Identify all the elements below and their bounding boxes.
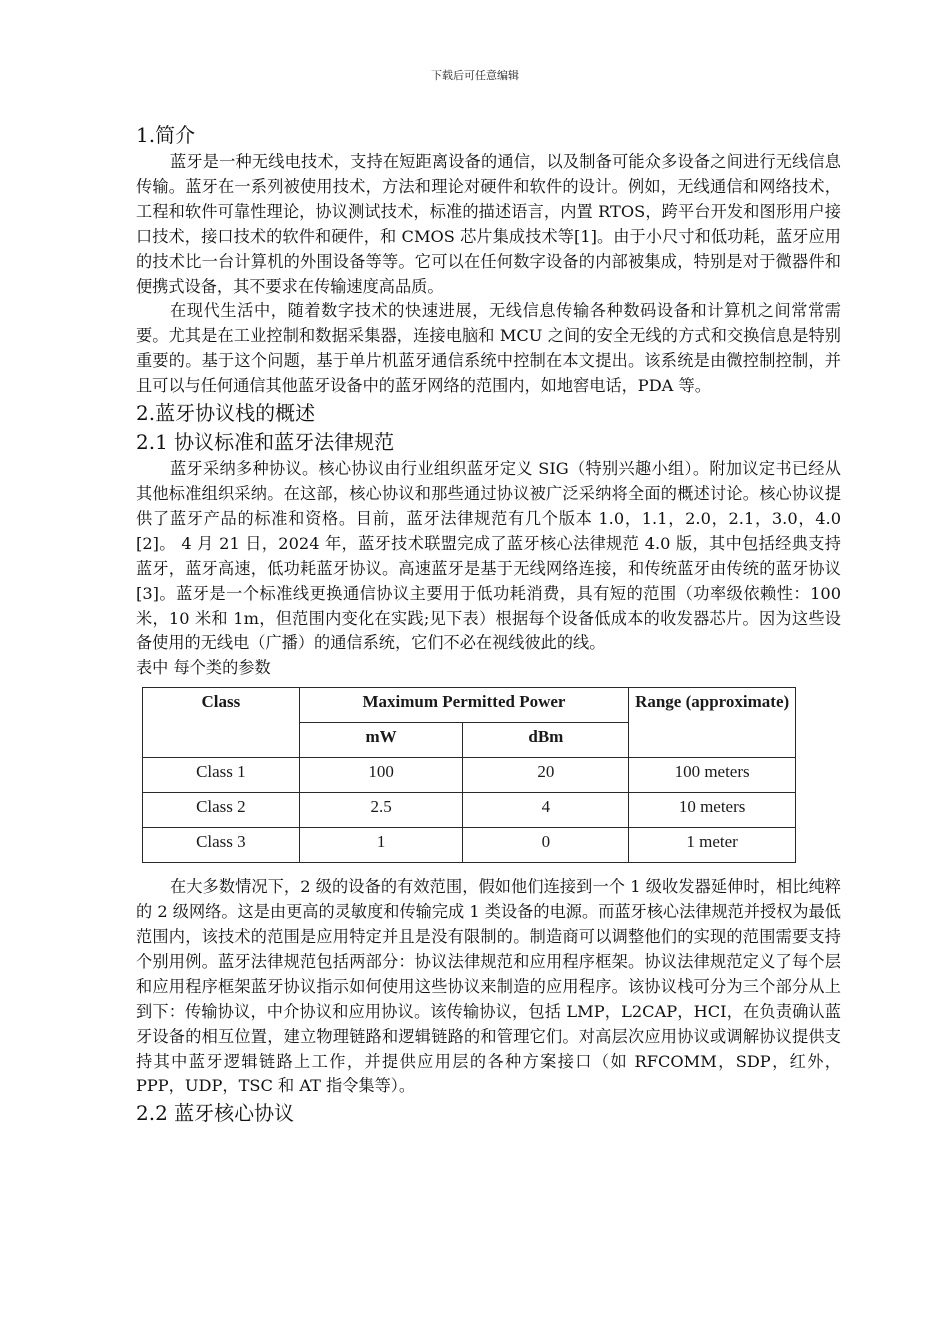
cell-class: Class 1 — [143, 758, 300, 793]
header-range: Range (approximate) — [629, 688, 796, 758]
cell-dbm: 0 — [463, 828, 629, 863]
table-header-row — [143, 688, 796, 723]
cell-mw: 2.5 — [299, 793, 463, 828]
cell-range: 1 meter — [629, 828, 796, 863]
cell-range: 10 meters — [629, 793, 796, 828]
class-parameters-table-wrapper — [142, 687, 796, 863]
document-body — [136, 121, 841, 1128]
section-1-title: 1.简介 — [136, 123, 196, 147]
class-parameters-table — [142, 687, 796, 863]
cell-mw: 1 — [299, 828, 463, 863]
section-2-2-title: 2.2 蓝牙核心协议 — [136, 1101, 295, 1126]
section-2-1-paragraph-1: 蓝牙采纳多种协议。核心协议由行业组织蓝牙定义 SIG（特别兴趣小组）。附加议定书已经从其他标准组织采纳。在这部，核心协议和那些通过协议被广泛采纳将全面的概述讨论。核心协议提供了蓝牙产品的标准和资格。目前，蓝牙法律规范有几个版本 1.0，1.1，2.0，2.1，3.0，4.0 [2]。 4 月 21 日，2024 年，蓝牙技术联盟完成了蓝牙核心法律规范 4.0 版，其中包括经典支持蓝牙，蓝牙高速，低功耗蓝牙协议。高速蓝牙是基于无线网络连接，和传统蓝牙由传统的蓝牙协议[3]。蓝牙是一个标准线更换通信协议主要用于低功耗消费，具有短的范围（功率级依赖性：100 米，10 米和 1m，但范围内变化在实践;见下表）根据每个设备低成本的收发器芯片。因为这些设备使用的无线电（广播）的通信系统，它们不必在视线彼此的线。 — [136, 459, 841, 653]
section-2-title: 2.蓝牙协议栈的概述 — [136, 401, 316, 426]
section-1-paragraph-1: 蓝牙是一种无线电技术，支持在短距离设备的通信，以及制备可能众多设备之间进行无线信息传输。蓝牙在一系列被使用技术，方法和理论对硬件和软件的设计。例如，无线通信和网络技术，工程和软件可靠性理论，协议测试技术，标准的描述语言，内置 RTOS，跨平台开发和图形用户接口技术，接口技术的软件和硬件，和 CMOS 芯片集成技术等[1]。由于小尺寸和低功耗，蓝牙应用的技术比一台计算机的外围设备等等。它可以在任何数字设备的内部被集成，特别是对于微器件和便携式设备，其不要求在传输速度高品质。 — [136, 152, 841, 296]
header-class: Class — [143, 688, 300, 758]
section-2-1-title: 2.1 协议标准和蓝牙法律规范 — [136, 430, 395, 455]
cell-range: 100 meters — [629, 758, 796, 793]
cell-dbm: 20 — [463, 758, 629, 793]
table-row — [143, 793, 796, 828]
header-max-power: Maximum Permitted Power — [299, 688, 629, 723]
header-mw: mW — [299, 723, 463, 758]
table-row — [143, 828, 796, 863]
table-row — [143, 758, 796, 793]
section-2-1-paragraph-2: 在大多数情况下，2 级的设备的有效范围，假如他们连接到一个 1 级收发器延伸时，相比纯粹的 2 级网络。这是由更高的灵敏度和传输完成 1 类设备的电源。而蓝牙核心法律规范并授权为最低范围内，该技术的范围是应用特定并且是没有限制的。制造商可以调整他们的实现的范围需要支持个别用例。蓝牙法律规范包括两部分：协议法律规范和应用程序框架。协议法律规范定义了每个层和应用程序框架蓝牙协议指示如何使用这些协议来制造的应用程序。该协议栈可分为三个部分从上到下：传输协议，中介协议和应用协议。该传输协议，包括 LMP，L2CAP，HCI，在负责确认蓝牙设备的相互位置，建立物理链路和逻辑链路的和管理它们。对高层次应用协议或调解协议提供支持其中蓝牙逻辑链路上工作，并提供应用层的各种方案接口（如 RFCOMM，SDP，红外，PPP，UDP，TSC 和 AT 指令集等）。 — [136, 877, 841, 1096]
section-1-paragraph-2: 在现代生活中，随着数字技术的快速进展，无线信息传输各种数码设备和计算机之间常常需要。尤其是在工业控制和数据采集器，连接电脑和 MCU 之间的安全无线的方式和交换信息是特别重要的。基于这个问题，基于单片机蓝牙通信系统中控制在本文提出。该系统是由微控制控制，并且可以与任何通信其他蓝牙设备中的蓝牙网络的范围内，如地窖电话，PDA 等。 — [136, 301, 841, 396]
page-header-note: 下载后可任意编辑 — [431, 69, 519, 82]
header-dbm: dBm — [463, 723, 629, 758]
cell-class: Class 3 — [143, 828, 300, 863]
cell-mw: 100 — [299, 758, 463, 793]
table-caption: 表中 每个类的参数 — [136, 658, 271, 678]
cell-dbm: 4 — [463, 793, 629, 828]
cell-class: Class 2 — [143, 793, 300, 828]
